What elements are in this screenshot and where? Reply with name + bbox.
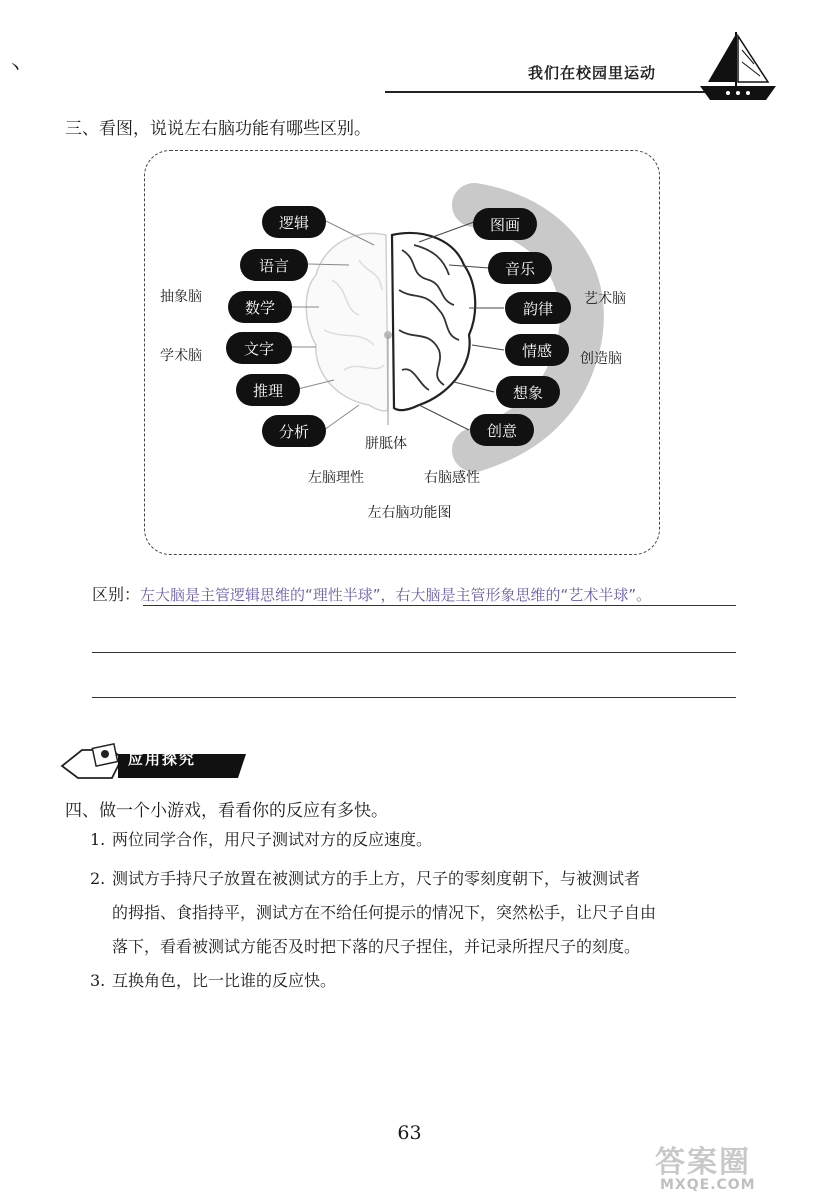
step-text: 两位同学合作，用尺子测试对方的反应速度。	[112, 830, 433, 849]
step-3	[90, 964, 770, 998]
pill-right-5: 想象	[496, 376, 560, 408]
step-number: 1.	[90, 830, 106, 849]
pill-left-1: 逻辑	[262, 206, 326, 238]
pill-right-3: 韵律	[505, 292, 571, 324]
header-rule	[385, 91, 705, 93]
right-brain-caption: 右脑感性	[424, 470, 480, 486]
sailboat-icon	[698, 28, 778, 106]
pill-left-4: 文字	[226, 332, 292, 364]
step-text: 测试方手持尺子放置在被测试方的手上方，尺子的零刻度朝下，与被测试者	[112, 869, 641, 888]
left-brain-caption: 左脑理性	[308, 470, 364, 486]
corpus-callosum-label: 胼胝体	[365, 436, 407, 452]
right-hemisphere	[392, 233, 475, 410]
group-label-academic: 学术脑	[160, 348, 202, 364]
group-label-creative: 创造脑	[580, 351, 622, 367]
question-4: 四、做一个小游戏，看看你的反应有多快。	[65, 801, 388, 821]
pill-right-2: 音乐	[488, 252, 552, 284]
header-title: 我们在校园里运动	[528, 64, 657, 82]
page-number: 63	[397, 1122, 422, 1144]
answer-label: 区别：	[92, 585, 141, 604]
banner-text: 应用探究	[128, 750, 197, 768]
pill-left-6: 分析	[262, 415, 326, 447]
answer-text: 左大脑是主管逻辑思维的“理性半球”，右大脑是主管形象思维的“艺术半球”。	[140, 586, 652, 604]
pill-right-1: 图画	[473, 208, 537, 240]
step-number: 3.	[90, 971, 106, 990]
pill-left-2: 语言	[240, 249, 308, 281]
pill-right-4: 情感	[505, 334, 569, 366]
group-label-abstract: 抽象脑	[160, 289, 202, 305]
pill-left-5: 推理	[236, 374, 300, 406]
margin-mark: 丶	[6, 58, 24, 79]
step-text: 落下，看看被测试方能否及时把下落的尺子捏住，并记录所捏尺子的刻度。	[112, 937, 641, 956]
step-number: 2.	[90, 869, 106, 888]
step-2	[90, 862, 770, 896]
group-label-art: 艺术脑	[584, 291, 626, 307]
answer-line-2	[92, 652, 736, 653]
step-2-cont-1	[112, 896, 792, 930]
answer-line-3	[92, 697, 736, 698]
watermark-url: MXQE.COM	[660, 1177, 756, 1193]
answer-row	[92, 582, 651, 605]
pill-right-6: 创意	[470, 414, 534, 446]
answer-line-1	[143, 605, 736, 606]
step-2-cont-2	[112, 930, 792, 964]
step-text: 互换角色，比一比谁的反应快。	[112, 971, 337, 990]
watermark: 答案圈	[655, 1145, 751, 1180]
step-text: 的拇指、食指持平，测试方在不给任何提示的情况下，突然松手，让尺子自由	[112, 903, 657, 922]
diagram-title: 左右脑功能图	[367, 505, 452, 521]
question-3: 三、看图，说说左右脑功能有哪些区别。	[65, 119, 371, 139]
pill-left-3: 数学	[228, 291, 292, 323]
step-1	[90, 823, 770, 857]
